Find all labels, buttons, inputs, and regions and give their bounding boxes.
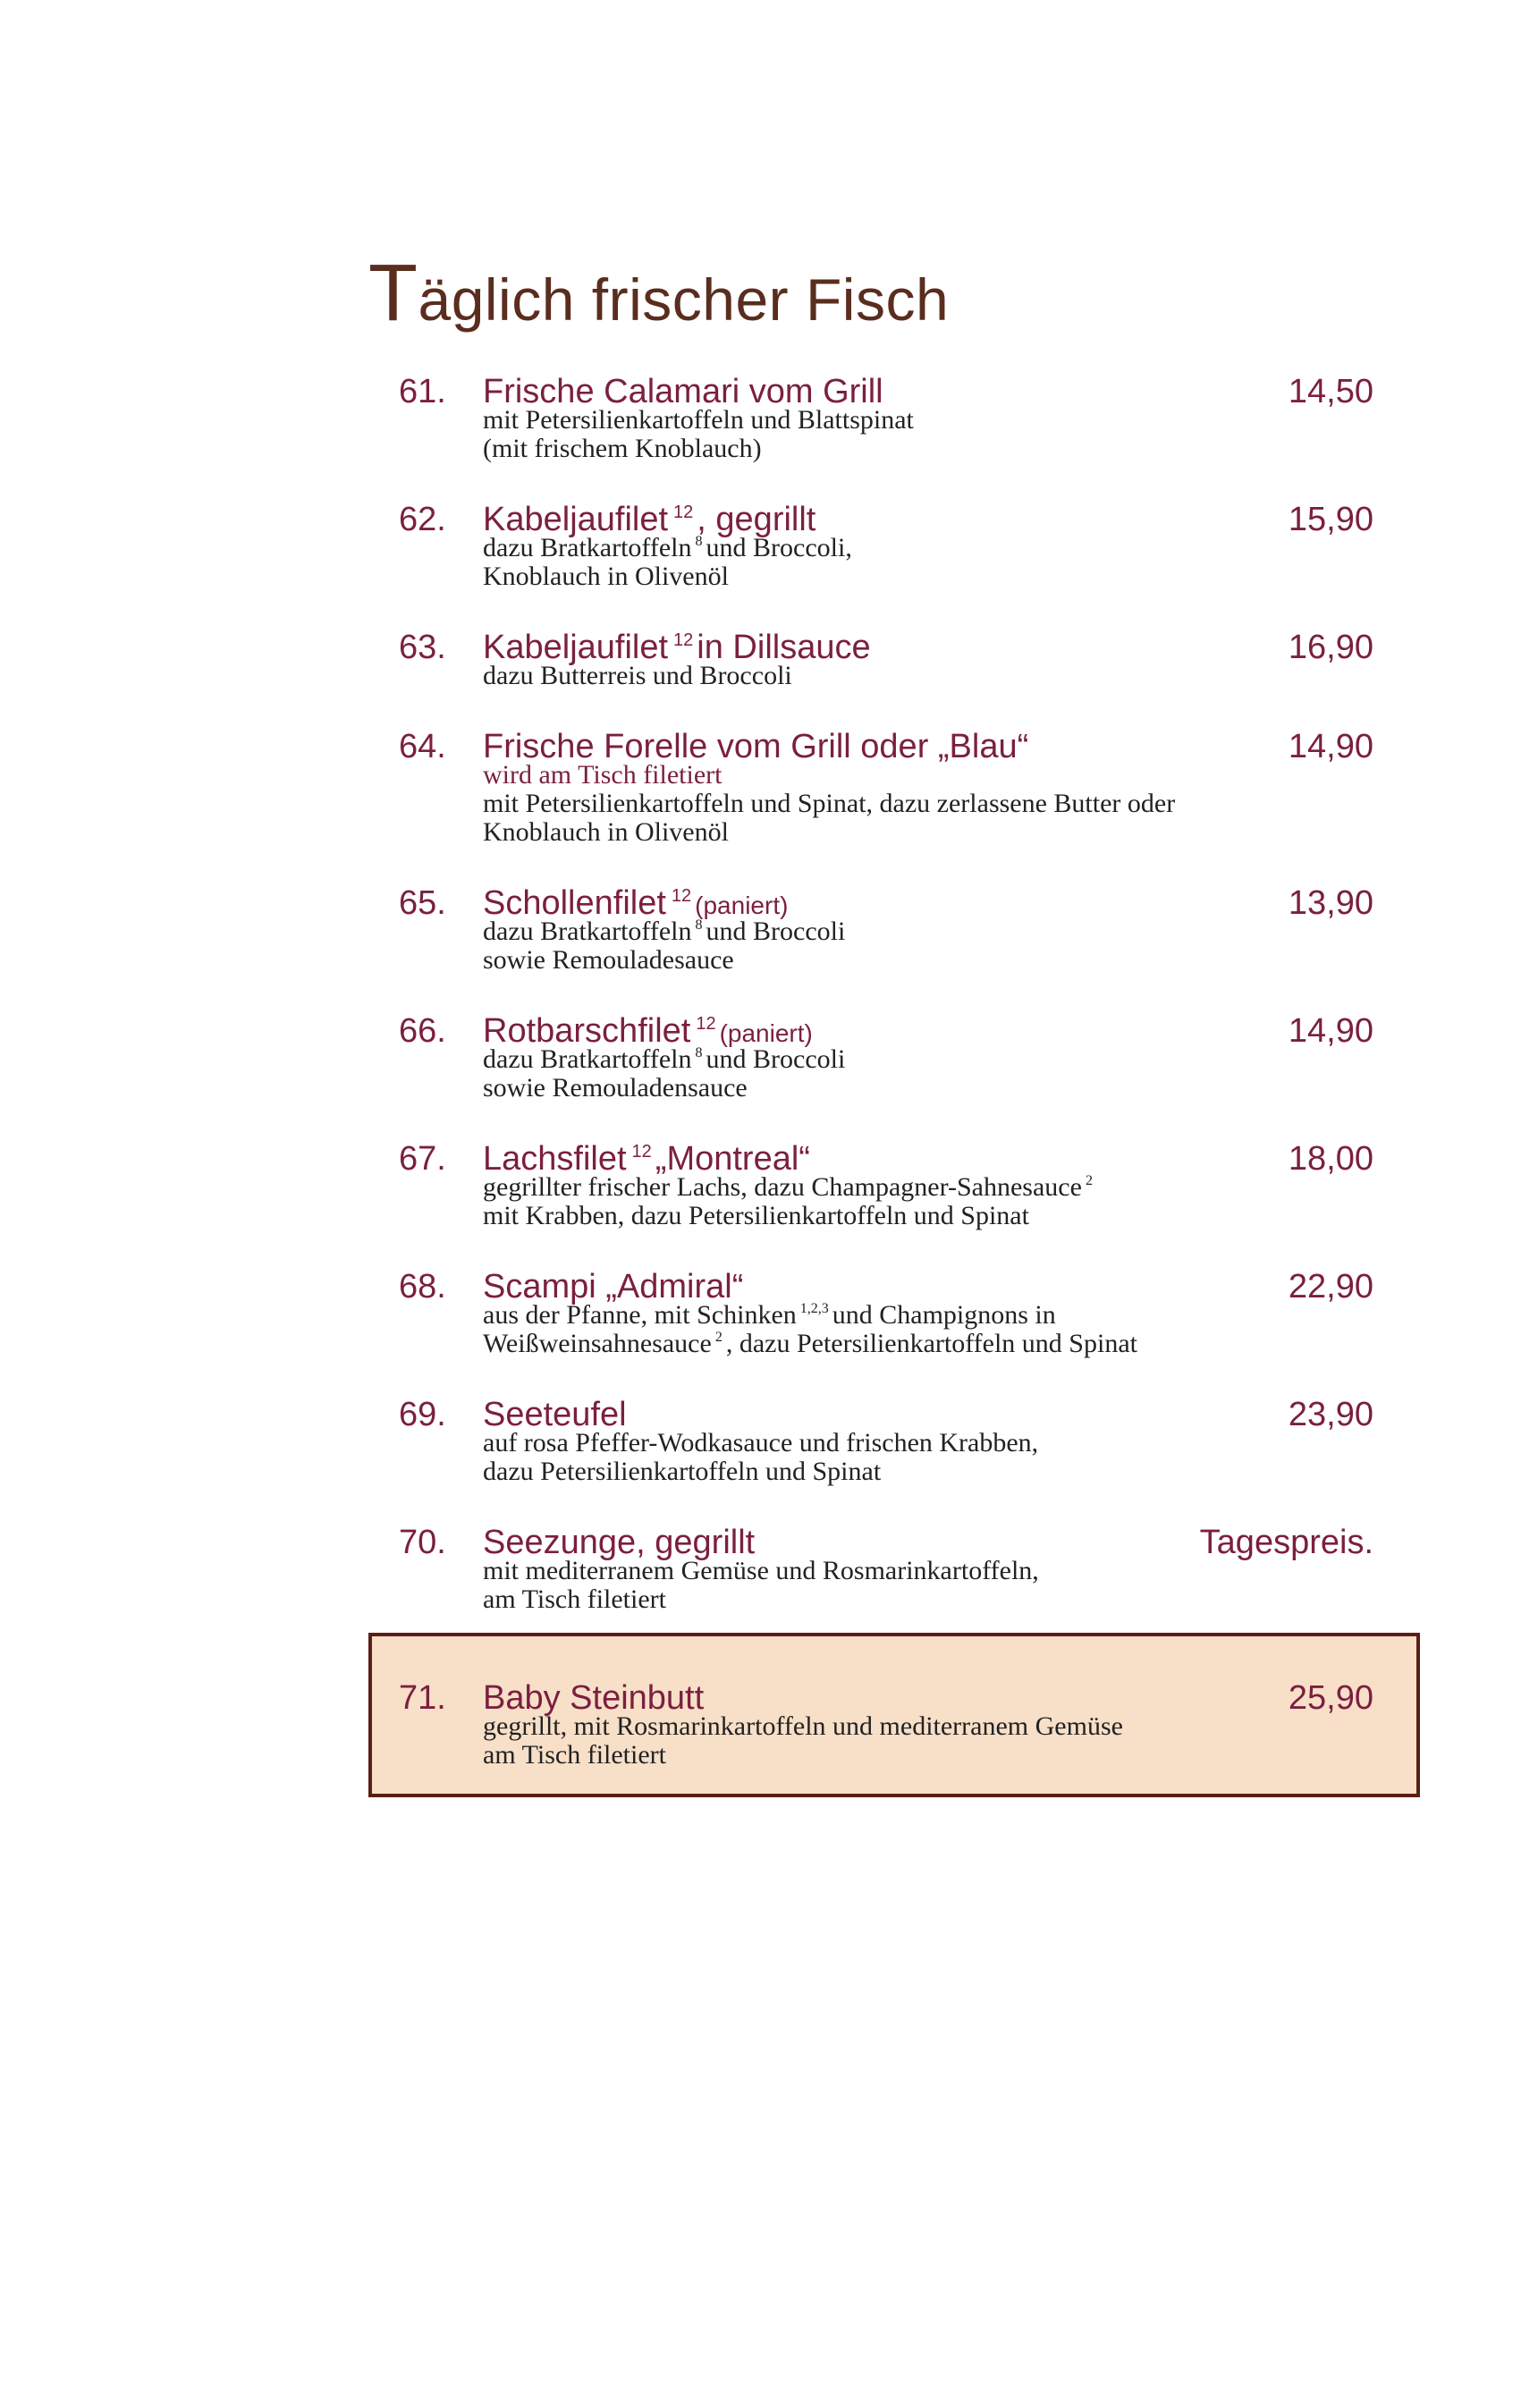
description-line: dazu Petersilienkartoffeln und Spinat — [483, 1457, 882, 1486]
item-name: Scampi „Admiral“ — [483, 1268, 744, 1305]
description-line: dazu Butterreis und Broccoli — [483, 661, 792, 690]
allergen-superscript: 1,2,3 — [799, 1301, 829, 1316]
menu-item-68 — [399, 1267, 1373, 1374]
allergen-superscript: 8 — [695, 534, 703, 549]
description-text: Weißweinsahnesauce — [483, 1329, 712, 1358]
item-number: 71. — [399, 1679, 446, 1717]
item-description — [483, 534, 1373, 591]
description-line: Knoblauch in Olivenöl — [483, 817, 729, 847]
description-line — [483, 1173, 1373, 1202]
description-line: am Tisch filetiert — [483, 1584, 666, 1614]
item-name-text: Lachsfilet — [483, 1140, 627, 1178]
description-line: gegrillt, mit Rosmarinkartoffeln und mediterranem Gemüse — [483, 1711, 1123, 1741]
item-number: 65. — [399, 884, 446, 922]
title-first-letter: T — [368, 249, 418, 338]
item-name: Seezunge, gegrillt — [483, 1524, 756, 1561]
item-number: 64. — [399, 728, 446, 765]
menu-item-65 — [399, 883, 1373, 991]
menu-item-66 — [399, 1011, 1373, 1119]
item-description — [483, 406, 1373, 463]
item-description — [483, 917, 1373, 975]
description-text: und Broccoli, — [706, 533, 852, 562]
item-price: 18,00 — [1288, 1140, 1373, 1178]
item-name: Frische Calamari vom Grill — [483, 373, 883, 410]
page-title — [368, 249, 950, 340]
item-name: Frische Forelle vom Grill oder „Blau“ — [483, 728, 1029, 765]
item-description — [483, 1557, 1373, 1614]
item-description — [483, 761, 1373, 847]
item-price: 15,90 — [1288, 501, 1373, 538]
description-line — [483, 1330, 1373, 1358]
item-name-suffix: in Dillsauce — [697, 629, 871, 666]
item-number: 70. — [399, 1524, 446, 1561]
menu-item-64 — [399, 727, 1373, 847]
description-line — [483, 917, 1373, 946]
description-text: und Broccoli — [706, 917, 846, 946]
item-description — [483, 1301, 1373, 1358]
description-text: aus der Pfanne, mit Schinken — [483, 1300, 797, 1330]
item-name-suffix: (paniert) — [719, 1019, 813, 1047]
item-name-suffix: , gegrillt — [697, 501, 816, 538]
description-line: mit Petersilienkartoffeln und Spinat, dazu zerlassene Butter oder — [483, 789, 1176, 818]
allergen-superscript: 8 — [695, 1045, 703, 1060]
description-line: mit Krabben, dazu Petersilienkartoffeln und Spinat — [483, 1201, 1029, 1230]
description-line: sowie Remouladensauce — [483, 1073, 748, 1103]
item-price: Tagespreis. — [1199, 1524, 1373, 1561]
item-number: 61. — [399, 373, 446, 410]
description-line — [483, 534, 1373, 562]
allergen-superscript: 12 — [631, 1142, 652, 1162]
description-text: und Champignons in — [832, 1300, 1056, 1330]
description-text: und Broccoli — [706, 1044, 846, 1074]
item-description — [483, 1712, 1373, 1770]
item-name-text: Kabeljaufilet — [483, 629, 669, 666]
allergen-superscript: 12 — [673, 630, 694, 650]
description-text: dazu Bratkartoffeln — [483, 533, 692, 562]
item-name: Baby Steinbutt — [483, 1679, 705, 1717]
allergen-superscript: 2 — [714, 1330, 723, 1345]
item-name-suffix: (paniert) — [695, 891, 789, 919]
description-line: Knoblauch in Olivenöl — [483, 562, 729, 591]
description-text: gegrillter frischer Lachs, dazu Champagner-Sahnesauce — [483, 1172, 1082, 1202]
menu-item-67 — [399, 1139, 1373, 1246]
item-number: 67. — [399, 1140, 446, 1178]
menu-item-62 — [399, 500, 1373, 607]
item-name-text: Schollenfilet — [483, 884, 666, 922]
allergen-superscript: 12 — [696, 1014, 716, 1034]
menu-item-71 — [399, 1678, 1373, 1786]
description-text: dazu Bratkartoffeln — [483, 917, 692, 946]
item-price: 16,90 — [1288, 629, 1373, 666]
item-price: 23,90 — [1288, 1396, 1373, 1433]
allergen-superscript: 8 — [695, 917, 703, 933]
item-description — [483, 1429, 1373, 1486]
item-price: 13,90 — [1288, 884, 1373, 922]
menu-item-61 — [399, 372, 1373, 479]
item-price: 14,50 — [1288, 373, 1373, 410]
item-name-suffix: „Montreal“ — [655, 1140, 810, 1178]
item-number: 66. — [399, 1012, 446, 1050]
menu-item-70 — [399, 1523, 1373, 1630]
item-price: 25,90 — [1288, 1679, 1373, 1717]
item-description — [483, 1173, 1373, 1230]
item-number: 62. — [399, 501, 446, 538]
description-line: am Tisch filetiert — [483, 1740, 666, 1770]
description-line — [483, 1301, 1373, 1330]
description-line: auf rosa Pfeffer-Wodkasauce und frischen Krabben, — [483, 1428, 1039, 1457]
item-name-text: Kabeljaufilet — [483, 501, 669, 538]
item-description — [483, 662, 1373, 690]
item-description — [483, 1045, 1373, 1103]
description-line — [483, 1045, 1373, 1074]
item-number: 69. — [399, 1396, 446, 1433]
description-text: , dazu Petersilienkartoffeln und Spinat — [725, 1329, 1137, 1358]
title-rest: äglich frischer Fisch — [418, 266, 950, 333]
description-line: (mit frischem Knoblauch) — [483, 434, 762, 463]
description-text: dazu Bratkartoffeln — [483, 1044, 692, 1074]
description-line: sowie Remouladesauce — [483, 945, 734, 975]
item-price: 14,90 — [1288, 728, 1373, 765]
allergen-superscript: 2 — [1085, 1173, 1093, 1188]
item-number: 63. — [399, 629, 446, 666]
menu-item-63 — [399, 628, 1373, 735]
description-line: mit Petersilienkartoffeln und Blattspinat — [483, 405, 914, 435]
item-name-text: Rotbarschfilet — [483, 1012, 691, 1050]
item-price: 22,90 — [1288, 1268, 1373, 1305]
description-line: mit mediterranem Gemüse und Rosmarinkartoffeln, — [483, 1556, 1039, 1585]
item-price: 14,90 — [1288, 1012, 1373, 1050]
item-number: 68. — [399, 1268, 446, 1305]
description-note: wird am Tisch filetiert — [483, 760, 723, 790]
allergen-superscript: 12 — [673, 503, 694, 522]
allergen-superscript: 12 — [671, 886, 692, 906]
item-name: Seeteufel — [483, 1396, 627, 1433]
menu-item-69 — [399, 1395, 1373, 1502]
